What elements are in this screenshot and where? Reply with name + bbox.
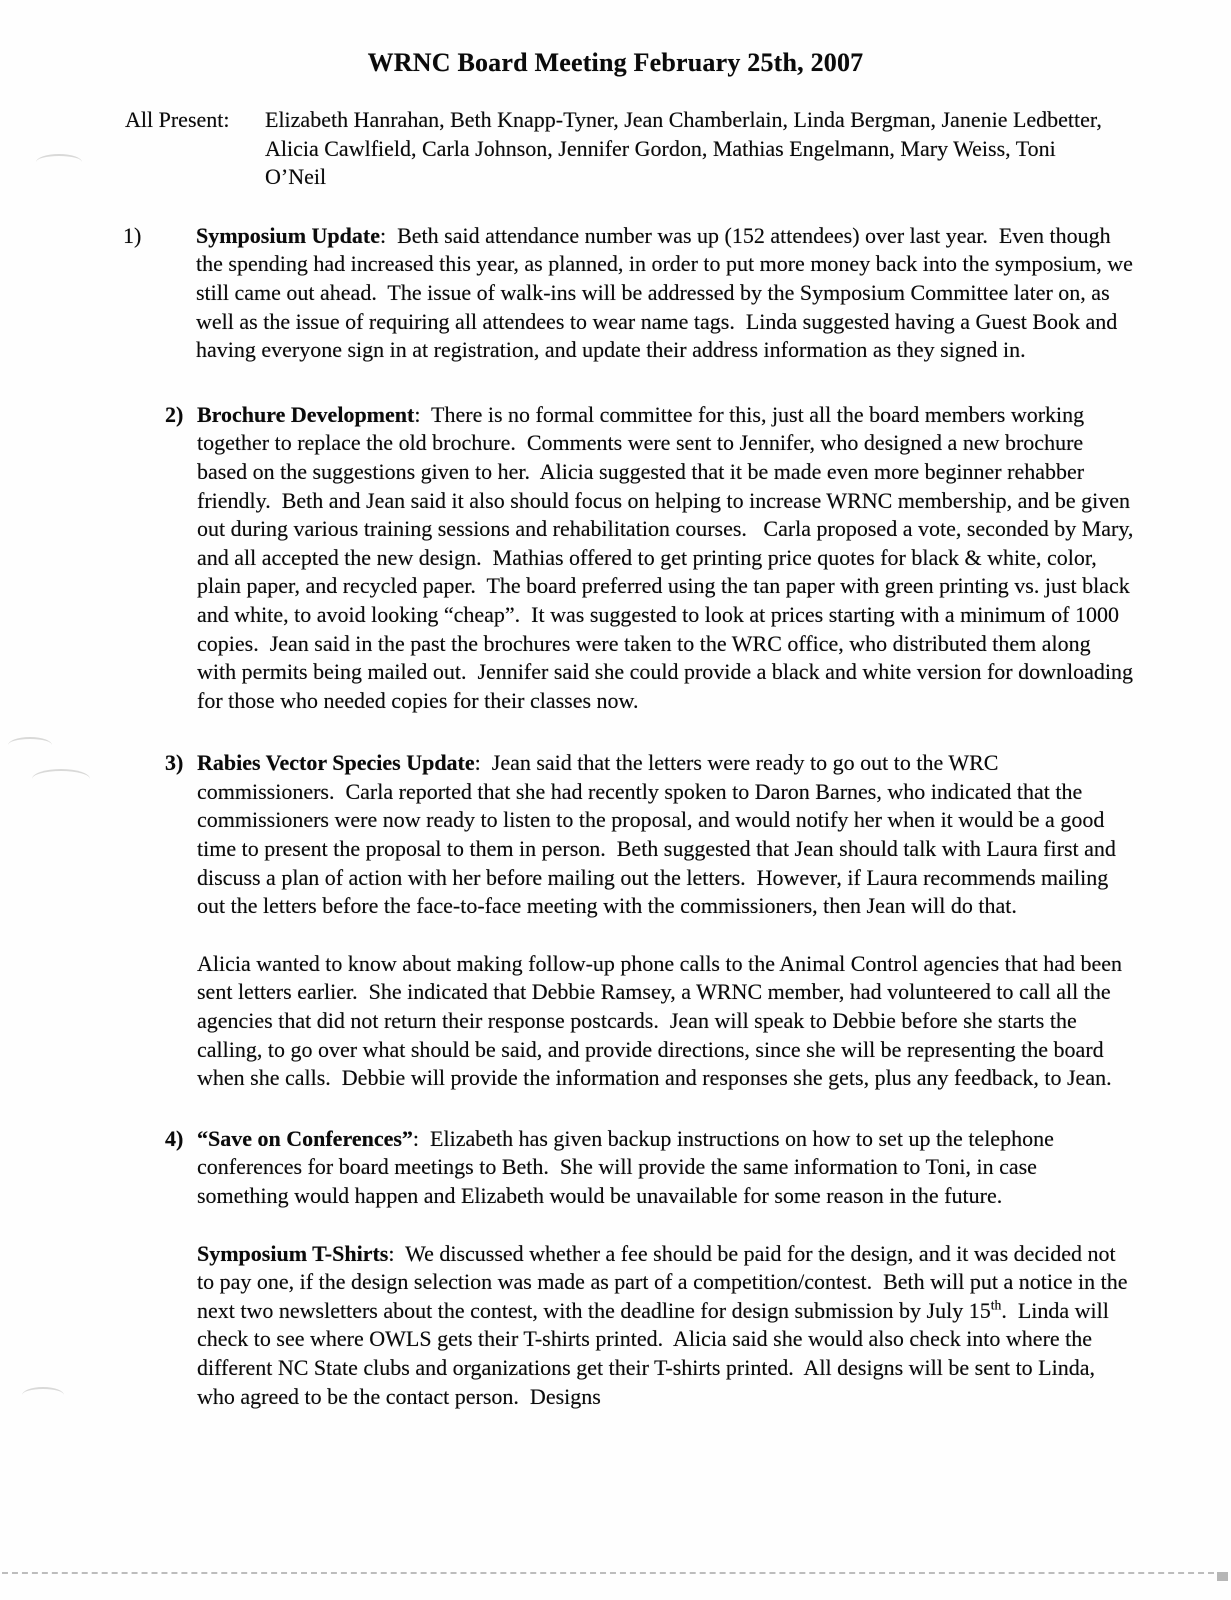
agenda-item-2-number: 2) bbox=[165, 401, 184, 427]
agenda-item-3 bbox=[165, 749, 1231, 1093]
pencil-mark-artifact bbox=[8, 737, 52, 753]
scan-edge-artifact bbox=[2, 1572, 1214, 1574]
agenda-item-2-heading: Brochure Development bbox=[197, 401, 415, 427]
scan-speck-artifact bbox=[1217, 1572, 1228, 1581]
pencil-mark-artifact bbox=[36, 154, 82, 170]
symposium-tshirts-paragraph bbox=[197, 1240, 1134, 1412]
agenda-item-4-content bbox=[197, 1125, 1134, 1411]
agenda-item-1-content bbox=[196, 222, 1139, 365]
symposium-tshirts-heading: Symposium T-Shirts bbox=[197, 1240, 389, 1266]
agenda-item-3-paragraph-2: Alicia wanted to know about making follow-up phone calls to the Animal Control agencies that had been sent letters earlier. She indicated that Debbie Ramsey, a WRNC member, had volunteered to call all the agencies that did not return their response postcards. Jean will speak to Debbie before she starts the calling, to go over what should be said, and provide directions, since she will be representing the board when she calls. Debbie will provide the information and responses she gets, plus any feedback, to Jean. bbox=[197, 950, 1128, 1091]
agenda-item-2-paragraph bbox=[197, 401, 1139, 716]
attendees-row bbox=[125, 106, 1231, 192]
pencil-mark-artifact bbox=[22, 1387, 64, 1403]
ordinal-superscript: th bbox=[990, 1297, 1002, 1313]
agenda-item-3-content bbox=[197, 749, 1134, 1093]
agenda-item-4 bbox=[165, 1125, 1231, 1411]
attendees-label: All Present: bbox=[125, 107, 230, 132]
agenda-item-1-paragraph bbox=[196, 222, 1139, 365]
agenda-item-2-body: : There is no formal committee for this, just all the board members working together to replace the old brochure. Comments were sent to Jennifer, who designed a new brochure based on the suggestions given to her. Alicia suggested that it be made even more beginner rehabber friendly. Beth and Jean said it also should focus on helping to increase WRNC membership, and be given out during various training sessions and rehabilitation courses. Carla proposed a vote, seconded by Mary, and all accepted the new design. Mathias offered to get printing price quotes for black & white, color, plain paper, and recycled paper. The board preferred using the tan paper with green printing vs. just black and white, to avoid looking “cheap”. It was suggested to look at prices starting with a minimum of 1000 copies. Jean said in the past the brochures were taken to the WRC office, who distributed them along with permits being mailed out. Jennifer said she could provide a black and white version for downloading for those who needed copies for their classes now. bbox=[197, 401, 1139, 713]
page-title: WRNC Board Meeting February 25th, 2007 bbox=[367, 48, 864, 77]
agenda-item-1 bbox=[123, 222, 1231, 365]
attendees-names: Elizabeth Hanrahan, Beth Knapp-Tyner, Jean Chamberlain, Linda Bergman, Janenie Ledbetter, Alicia Cawlfield, Carla Johnson, Jennifer Gordon, Mathias Engelmann, Mary Weiss, Toni O’Neil bbox=[265, 107, 1102, 190]
agenda-item-3-heading: Rabies Vector Species Update bbox=[197, 750, 475, 776]
agenda-item-2-content bbox=[197, 401, 1139, 716]
agenda-item-2 bbox=[165, 401, 1231, 716]
pencil-mark-artifact bbox=[32, 769, 90, 789]
agenda-item-4-body: : Elizabeth has given backup instructions on how to set up the telephone conferences for board meetings to Beth. She will provide the same information to Toni, in case something would happen and Elizabeth would be unavailable for some reason in the future. bbox=[197, 1125, 1060, 1208]
agenda-item-4-paragraph bbox=[197, 1125, 1134, 1211]
agenda-item-3-number: 3) bbox=[165, 750, 184, 776]
agenda-item-1-body: : Beth said attendance number was up (152 attendees) over last year. Even though the spending had increased this year, as planned, in order to put more money back into the symposium, we still came out ahead. The issue of walk-ins will be addressed by the Symposium Committee later on, as well as the issue of requiring all attendees to wear name tags. Linda suggested having a Guest Book and having everyone sign in at registration, and update their address information as they signed in. bbox=[196, 222, 1139, 363]
agenda-item-3-body: : Jean said that the letters were ready to go out to the WRC commissioners. Carla reported that she had recently spoken to Daron Barnes, who indicated that the commissioners were now ready to listen to the proposal, and would notify her when it would be a good time to present the proposal to them in person. Beth suggested that Jean should talk with Laura first and discuss a plan of action with her before mailing out the letters. However, if Laura recommends mailing out the letters before the face-to-face meeting with the commissioners, then Jean will do that. bbox=[197, 750, 1122, 919]
agenda-item-4-heading: “Save on Conferences” bbox=[197, 1125, 413, 1151]
agenda-item-3-paragraph bbox=[197, 749, 1134, 921]
symposium-tshirts-body-start: : We discussed whether a fee should be paid for the design, and it was decided not to pay one, if the design selection was made as part of a competition/contest. Beth will put a notice in the next two newsletters about the contest, with the deadline for design submission by July 15 bbox=[197, 1240, 1133, 1323]
agenda-item-1-number: 1) bbox=[123, 222, 142, 248]
symposium-tshirts-body-end: . Linda will check to see where OWLS gets their T-shirts printed. Alicia said she would also check into where the different NC State clubs and organizations get their T-shirts printed. All designs will be sent to Linda, who agreed to be the contact person. Designs bbox=[197, 1297, 1115, 1409]
agenda-item-1-heading: Symposium Update bbox=[196, 222, 380, 248]
agenda-item-4-number: 4) bbox=[165, 1125, 184, 1151]
